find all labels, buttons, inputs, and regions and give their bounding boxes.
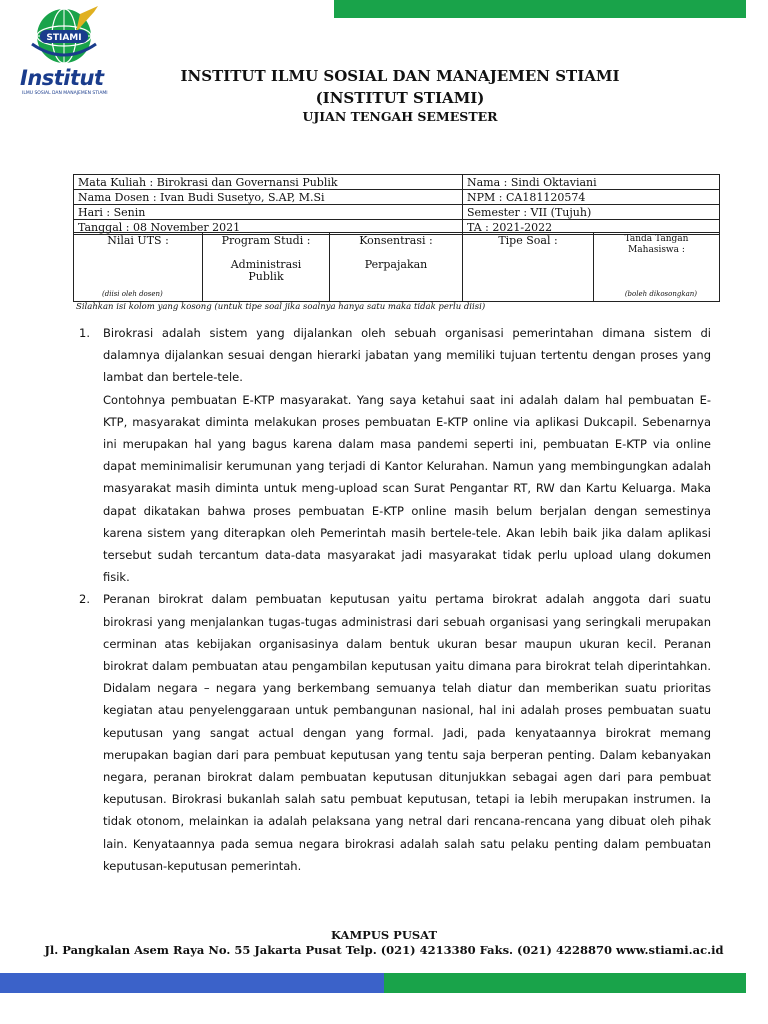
- semester-cell: Semester : VII (Tujuh): [463, 205, 720, 220]
- npm-cell: NPM : CA181120574: [463, 190, 720, 205]
- bottom-accent-bar-green: [384, 973, 746, 993]
- answer-paragraph: Birokrasi adalah sistem yang dijalankan oleh sebuah organisasi pemerintahan dimana sistem di dalamnya dijalankan sesuai dengan hierarki jabatan yang memiliki tujuan tertentu dengan proses yang lambat dan bertele-tele.: [103, 326, 711, 385]
- konsentrasi-cell: [330, 233, 463, 302]
- footer-address: Jl. Pangkalan Asem Raya No. 55 Jakarta Pusat Telp. (021) 4213380 Faks. (021) 4228870 www.stiami.ac.id: [44, 943, 724, 957]
- program-studi-value: [203, 259, 329, 283]
- table-row: [74, 175, 720, 190]
- nama-cell: Nama : Sindi Oktaviani: [463, 175, 720, 190]
- footer-campus: KAMPUS PUSAT: [331, 928, 437, 942]
- tanda-tangan-cell: [594, 233, 720, 302]
- answer-number: 1.: [79, 326, 90, 340]
- nilai-uts-cell: [74, 233, 203, 302]
- instruction-note: Silahkan isi kolom yang kosong (untuk tipe soal jika soalnya hanya satu maka tidak perlu diisi): [76, 302, 486, 312]
- logo-badge-text: STIAMI: [46, 33, 82, 43]
- program-studi-value-line2: Publik: [248, 270, 284, 283]
- nilai-uts-note: (diisi oleh dosen): [102, 290, 163, 298]
- answer-paragraph: Contohnya pembuatan E-KTP masyarakat. Yang saya ketahui saat ini adalah dalam hal pembuatan E-KTP, masyarakat diminta melakukan proses pembuatan E-KTP online via aplikasi Dukcapil. Sebenarnya ini merupakan hal yang bagus karena dalam masa pandemi seperti ini, pembuatan E-KTP via online dapat meminimalisir kerumunan yang terjadi di Kantor Kelurahan. Namun yang membingungkan adalah masyarakat masih diminta untuk meng-upload scan Surat Pengantar RT, RW dan Kartu Keluarga. Maka dapat dikatakan bahwa proses pembuatan E-KTP online masih belum berjalan dengan semestinya karena sistem yang diterapkan oleh Pemerintah masih bertele-tele. Akan lebih baik jika dalam aplikasi tersebut sudah tercantum data-data masyarakat jadi masyarakat tidak perlu upload ulang dokumen fisik.: [103, 392, 711, 585]
- hari-cell: Hari : Senin: [74, 205, 463, 220]
- table-row: [74, 233, 720, 302]
- institution-name: INSTITUT ILMU SOSIAL DAN MANAJEMEN STIAMI: [180, 67, 620, 85]
- institution-abbrev: (INSTITUT STIAMI): [315, 89, 485, 107]
- top-accent-bar: [334, 0, 746, 18]
- list-item: [79, 322, 711, 588]
- tipe-soal-label: Tipe Soal :: [498, 234, 558, 247]
- program-studi-cell: [203, 233, 330, 302]
- program-studi-label: Program Studi :: [221, 234, 311, 247]
- logo-tagline: ILMU SOSIAL DAN MANAJEMEN STIAMI: [22, 91, 108, 96]
- logo-wordmark: Institut: [20, 66, 104, 90]
- tanda-tangan-note: (boleh dikosongkan): [624, 290, 697, 298]
- exam-detail-grid: [73, 232, 720, 302]
- tanggal-cell: Tanggal : 08 November 2021: [74, 220, 463, 235]
- tanda-tangan-label: [594, 233, 719, 256]
- exam-title: UJIAN TENGAH SEMESTER: [302, 109, 498, 124]
- nama-dosen-cell: Nama Dosen : Ivan Budi Susetyo, S.AP, M.Si: [74, 190, 463, 205]
- tipe-soal-cell: [463, 233, 594, 302]
- tanda-tangan-line2: Mahasiswa :: [628, 245, 685, 255]
- answer-paragraph: Peranan birokrat dalam pembuatan keputusan yaitu pertama birokrat adalah anggota dari suatu birokrasi yang menjalankan tugas-tugas administrasi dari sebuah organisasi yang seringkali merupakan cerminan atas kebijakan organisasinya dalam bentuk ukuran besar maupun ukuran kecil. Peranan birokrat dalam pembuatan atau pengambilan keputusan yaitu dimana para birokrat telah diperintahkan. Didalam negara – negara yang berkembang semuanya telah diatur dan memberikan suatu prioritas kegiatan atau penyelenggaraan untuk pembangunan nasional, hal ini adalah proses pembuatan suatu keputusan yang sangat actual dengan yang formal. Jadi, pada kenyataannya birokrat memang merupakan bagian dari para pembuat keputusan yang tentu saja berperan penting. Dalam kebanyakan negara, peranan birokrat dalam pembuatan keputusan ditunjukkan sebagai agen dari para pembuat keputusan. Birokrasi bukanlah salah satu pembuat keputusan, tetapi ia lebih merupakan instrumen. Ia tidak otonom, melainkan ia adalah pelaksana yang netral dari rencana-rencana yang dibuat oleh pihak lain. Kenyataannya pada semua negara birokrasi adalah salah satu pelaku penting dalam pembuatan keputusan-keputusan pemerintah.: [103, 592, 711, 873]
- program-studi-value-line1: Administrasi: [230, 258, 302, 271]
- mata-kuliah-cell: Mata Kuliah : Birokrasi dan Governansi Publik: [74, 175, 463, 190]
- tanda-tangan-line1: Tanda Tangan: [624, 234, 689, 244]
- table-row: [74, 205, 720, 220]
- answer-list: [79, 322, 711, 877]
- bottom-accent-bar-blue: [0, 973, 384, 993]
- exam-info-table: [73, 174, 720, 235]
- konsentrasi-label: Konsentrasi :: [359, 234, 433, 247]
- konsentrasi-value: Perpajakan: [364, 258, 428, 271]
- nilai-uts-label: Nilai UTS :: [107, 234, 169, 247]
- ta-cell: TA : 2021-2022: [463, 220, 720, 235]
- answer-number: 2.: [79, 592, 90, 607]
- list-item: [79, 588, 711, 877]
- table-row: [74, 190, 720, 205]
